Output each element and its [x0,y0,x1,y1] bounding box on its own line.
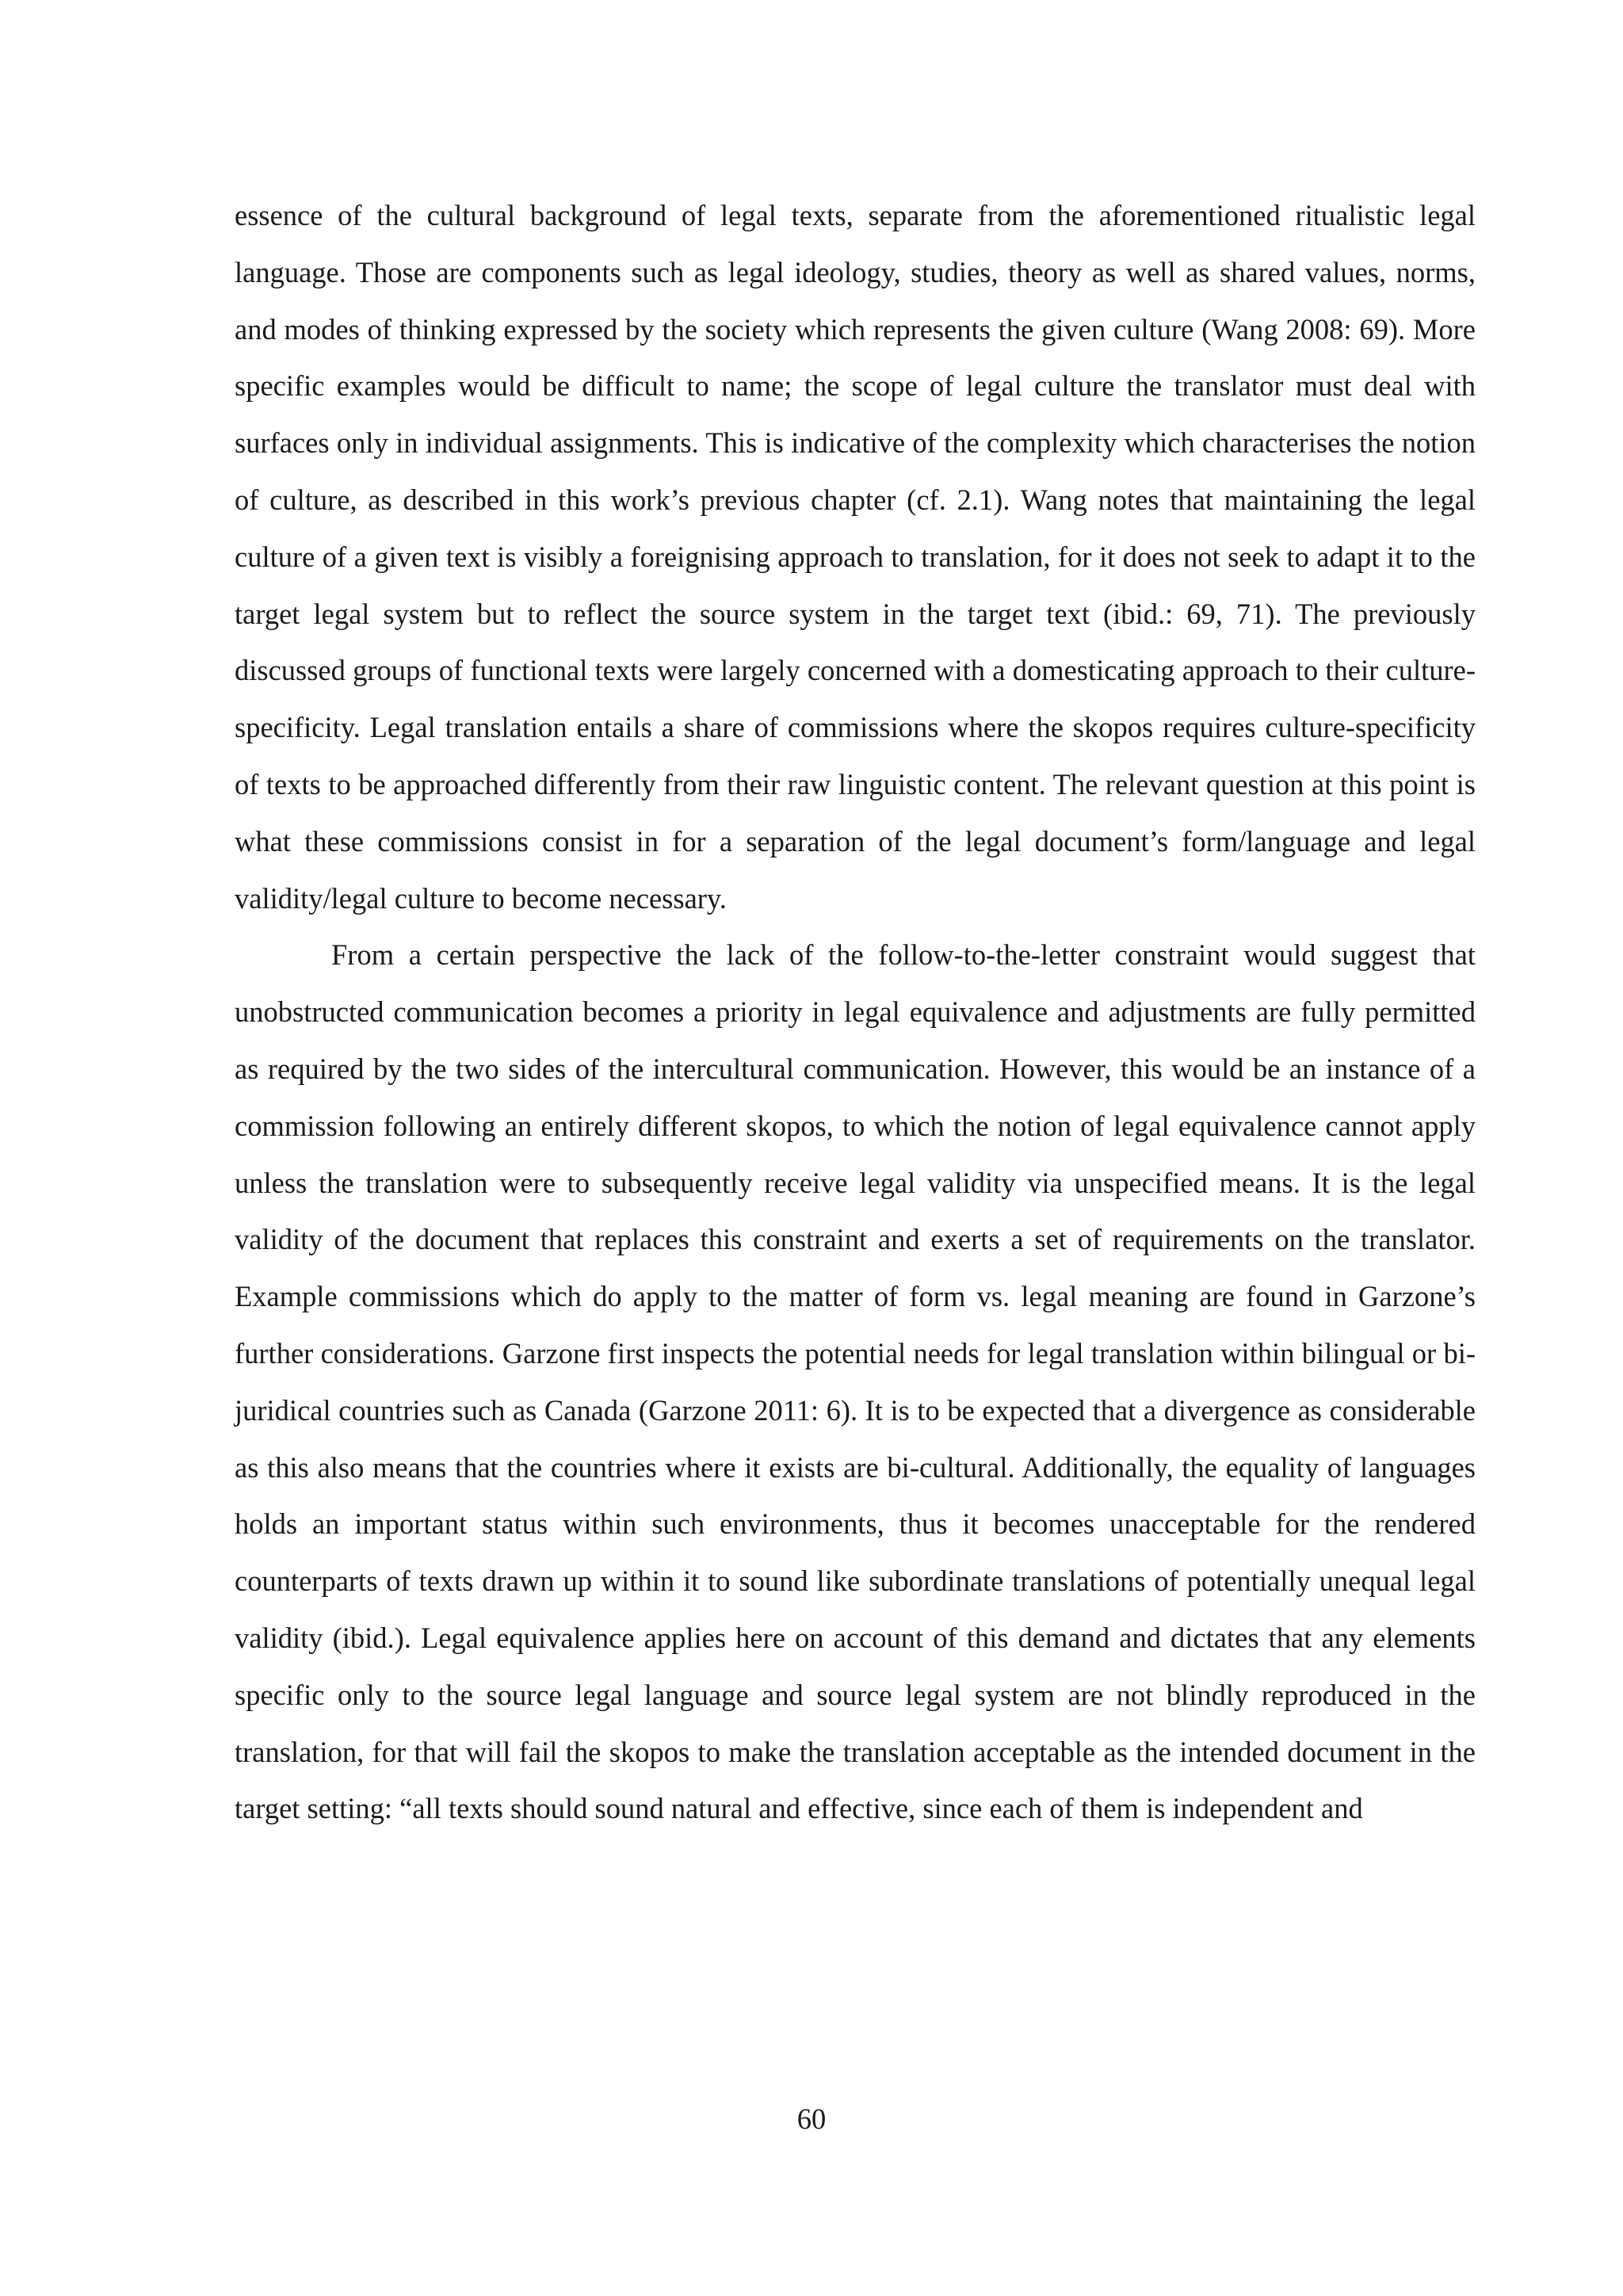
paragraph-indented: From a certain perspective the lack of the follow-to-the-letter constraint would suggest that unobstructed communication becomes a priority in legal equivalence and adjustments are fully permitted as required by the two sides of the intercultural communication. However, this would be an instance of a commission following an entirely different skopos, to which the notion of legal equivalence cannot apply unless the translation were to subsequently receive legal validity via unspecified means. It is the legal validity of the document that replaces this constraint and exerts a set of requirements on the translator. Example commissions which do apply to the matter of form vs. legal meaning are found in Garzone’s further considerations. Garzone first inspects the potential needs for legal translation within bilingual or bi-juridical countries such as Canada (Garzone 2011: 6). It is to be expected that a divergence as considerable as this also means that the countries where it exists are bi-cultural. Additionally, the equality of languages holds an important status within such environments, thus it becomes unacceptable for the rendered counterparts of texts drawn up within it to sound like subordinate translations of potentially unequal legal validity (ibid.). Legal equivalence applies here on account of this demand and dictates that any elements specific only to the source legal language and source legal system are not blindly reproduced in the translation, for that will fail the skopos to make the translation acceptable as the intended document in the target setting: “all texts should sound natural and effective, since each of them is independent and [235,938,1476,1825]
body-text [235,187,1476,1837]
paragraph-continued: essence of the cultural background of legal texts, separate from the aforementioned ritualistic legal language. Those are components such as legal ideology, studies, theory as well as shared values, norms, and modes of thinking expressed by the society which represents the given culture (Wang 2008: 69). More specific examples would be difficult to name; the scope of legal culture the translator must deal with surfaces only in individual assignments. This is indicative of the complexity which characterises the notion of culture, as described in this work’s previous chapter (cf. 2.1). Wang notes that maintaining the legal culture of a given text is visibly a foreignising approach to translation, for it does not seek to adapt it to the target legal system but to reflect the source system in the target text (ibid.: 69, 71). The previously discussed groups of functional texts were largely concerned with a domesticating approach to their culture-specificity. Legal translation entails a share of commissions where the skopos requires culture-specificity of texts to be approached differently from their raw linguistic content. The relevant question at this point is what these commissions consist in for a separation of the legal document’s form/language and legal validity/legal culture to become necessary. [235,199,1476,915]
page-number: 60 [796,2103,827,2135]
